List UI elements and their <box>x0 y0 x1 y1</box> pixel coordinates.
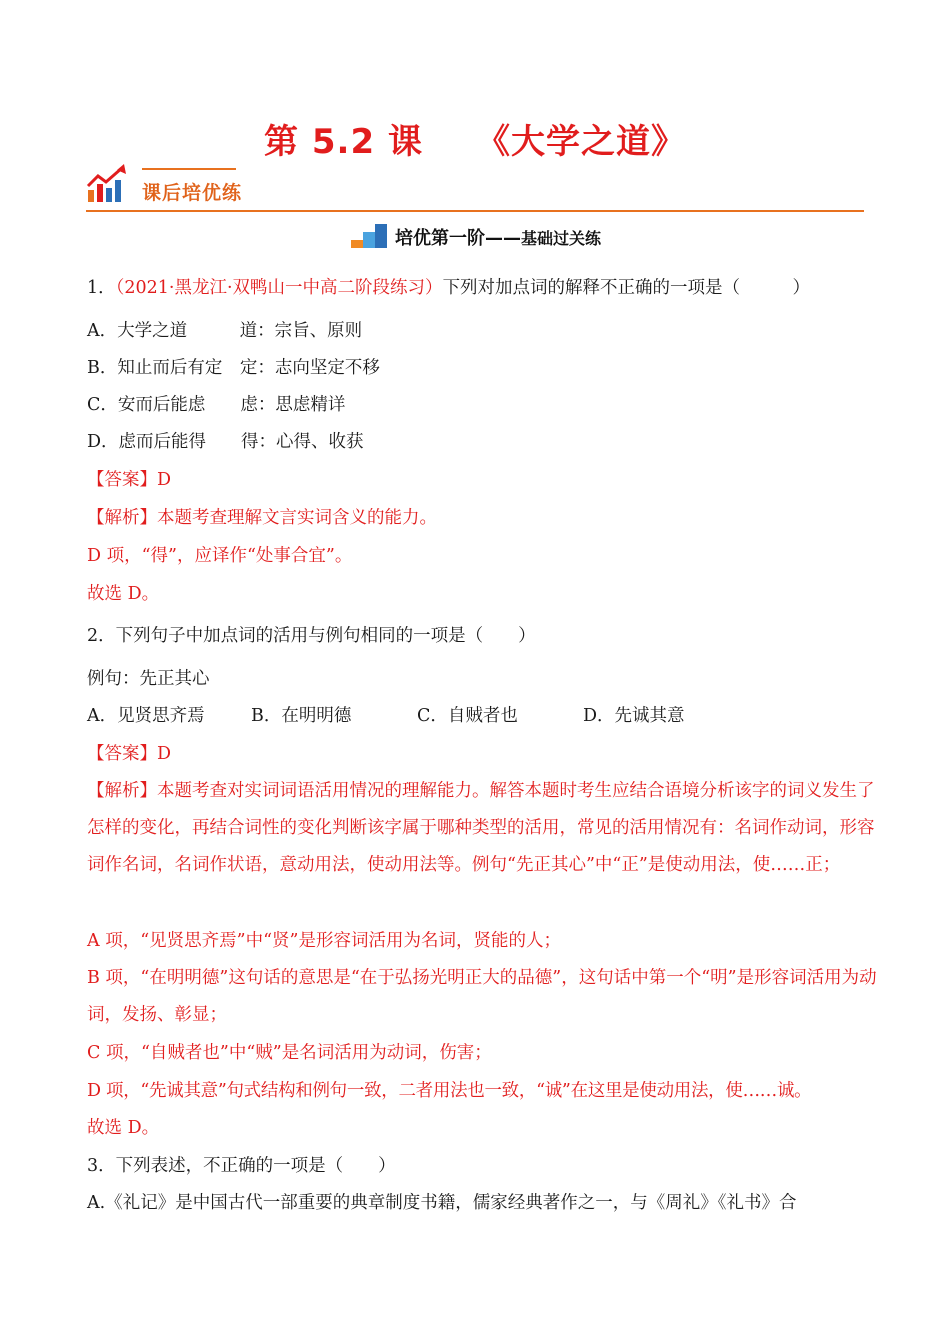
q1-analysis-2: D 项，“得”，应译作“处事合宜”。 <box>87 546 353 566</box>
q2-analysis-5: D 项，“先诚其意”句式结构和例句一致，二者用法也一致，“诚”在这里是使动用法，使……诚。 <box>87 1081 812 1101</box>
q3-option-a: A.《礼记》是中国古代一部重要的典章制度书籍，儒家经典著作之一，与《周礼》《礼书》合 <box>87 1193 797 1213</box>
q2-option-d: D．先诚其意 <box>583 706 685 726</box>
section-sub: 基础过关练 <box>520 229 601 248</box>
q1-number: 1． <box>87 278 116 298</box>
q2-analysis-1: 【解析】本题考查对实词词语活用情况的理解能力。解答本题时考生应结合语境分析该字的词义发生了怎样的变化，再结合词性的变化判断该字属于哪种类型的活用，常见的活用情况有：名词作动词，形容词作名词，名词作状语，意动用法，使动用法等。例句“先正其心”中“正”是使动用法，使……正； <box>87 781 875 875</box>
q1-option-d: D．虑而后能得 得：心得、收获 <box>87 432 364 452</box>
q2-analysis-4: C 项，“自贼者也”中“贼”是名词活用为动词，伤害； <box>87 1043 492 1063</box>
q1-option-b: B．知止而后有定 定：志向坚定不移 <box>87 358 380 378</box>
steps-icon <box>349 222 389 248</box>
q2-analysis-6: 故选 D。 <box>87 1118 160 1138</box>
section-dash: —— <box>484 228 521 249</box>
q2-option-b: B．在明明德 <box>251 706 352 726</box>
q2-stem: 2．下列句子中加点词的活用与例句相同的一项是（ ） <box>87 626 536 646</box>
q2-analysis-2: A 项，“见贤思齐焉”中“贤”是形容词活用为名词，贤能的人； <box>87 931 561 951</box>
section-heading <box>0 222 950 250</box>
growth-chart-icon <box>86 164 132 206</box>
q1-option-c: C．安而后能虑 虑：思虑精详 <box>87 395 346 415</box>
brand-label: 课后培优练 <box>142 182 243 204</box>
header-divider <box>86 210 864 212</box>
page-title: 第 5.2 课 《大学之道》 <box>264 122 686 162</box>
section-main: 培优第一阶 <box>394 228 485 249</box>
q1-option-a: A．大学之道 道：宗旨、原则 <box>87 321 363 341</box>
brand-top-line <box>142 168 236 170</box>
q2-example: 例句：先正其心 <box>87 669 210 689</box>
q1-source: （2021·黑龙江·双鸭山一中高二阶段练习） <box>115 278 443 298</box>
q1-analysis-1: 【解析】本题考查理解文言实词含义的能力。 <box>87 508 437 528</box>
q1-analysis-3: 故选 D。 <box>87 584 160 604</box>
q1-stem-text: 下列对加点词的解释不正确的一项是（ ） <box>442 278 811 298</box>
q2-analysis-3: B 项，“在明明德”这句话的意思是“在于弘扬光明正大的品德”，这句话中第一个“明”是形容词活用为动词，发扬、彰显； <box>87 968 877 1025</box>
q3-stem: 3．下列表述，不正确的一项是（ ） <box>87 1156 396 1176</box>
q2-option-c: C．自贼者也 <box>417 706 518 726</box>
q2-option-a: A．见贤思齐焉 <box>87 706 205 726</box>
q1-answer: 【答案】D <box>87 470 172 490</box>
q1-stem <box>87 276 877 300</box>
brand-header <box>86 160 866 216</box>
q2-answer: 【答案】D <box>87 744 172 764</box>
